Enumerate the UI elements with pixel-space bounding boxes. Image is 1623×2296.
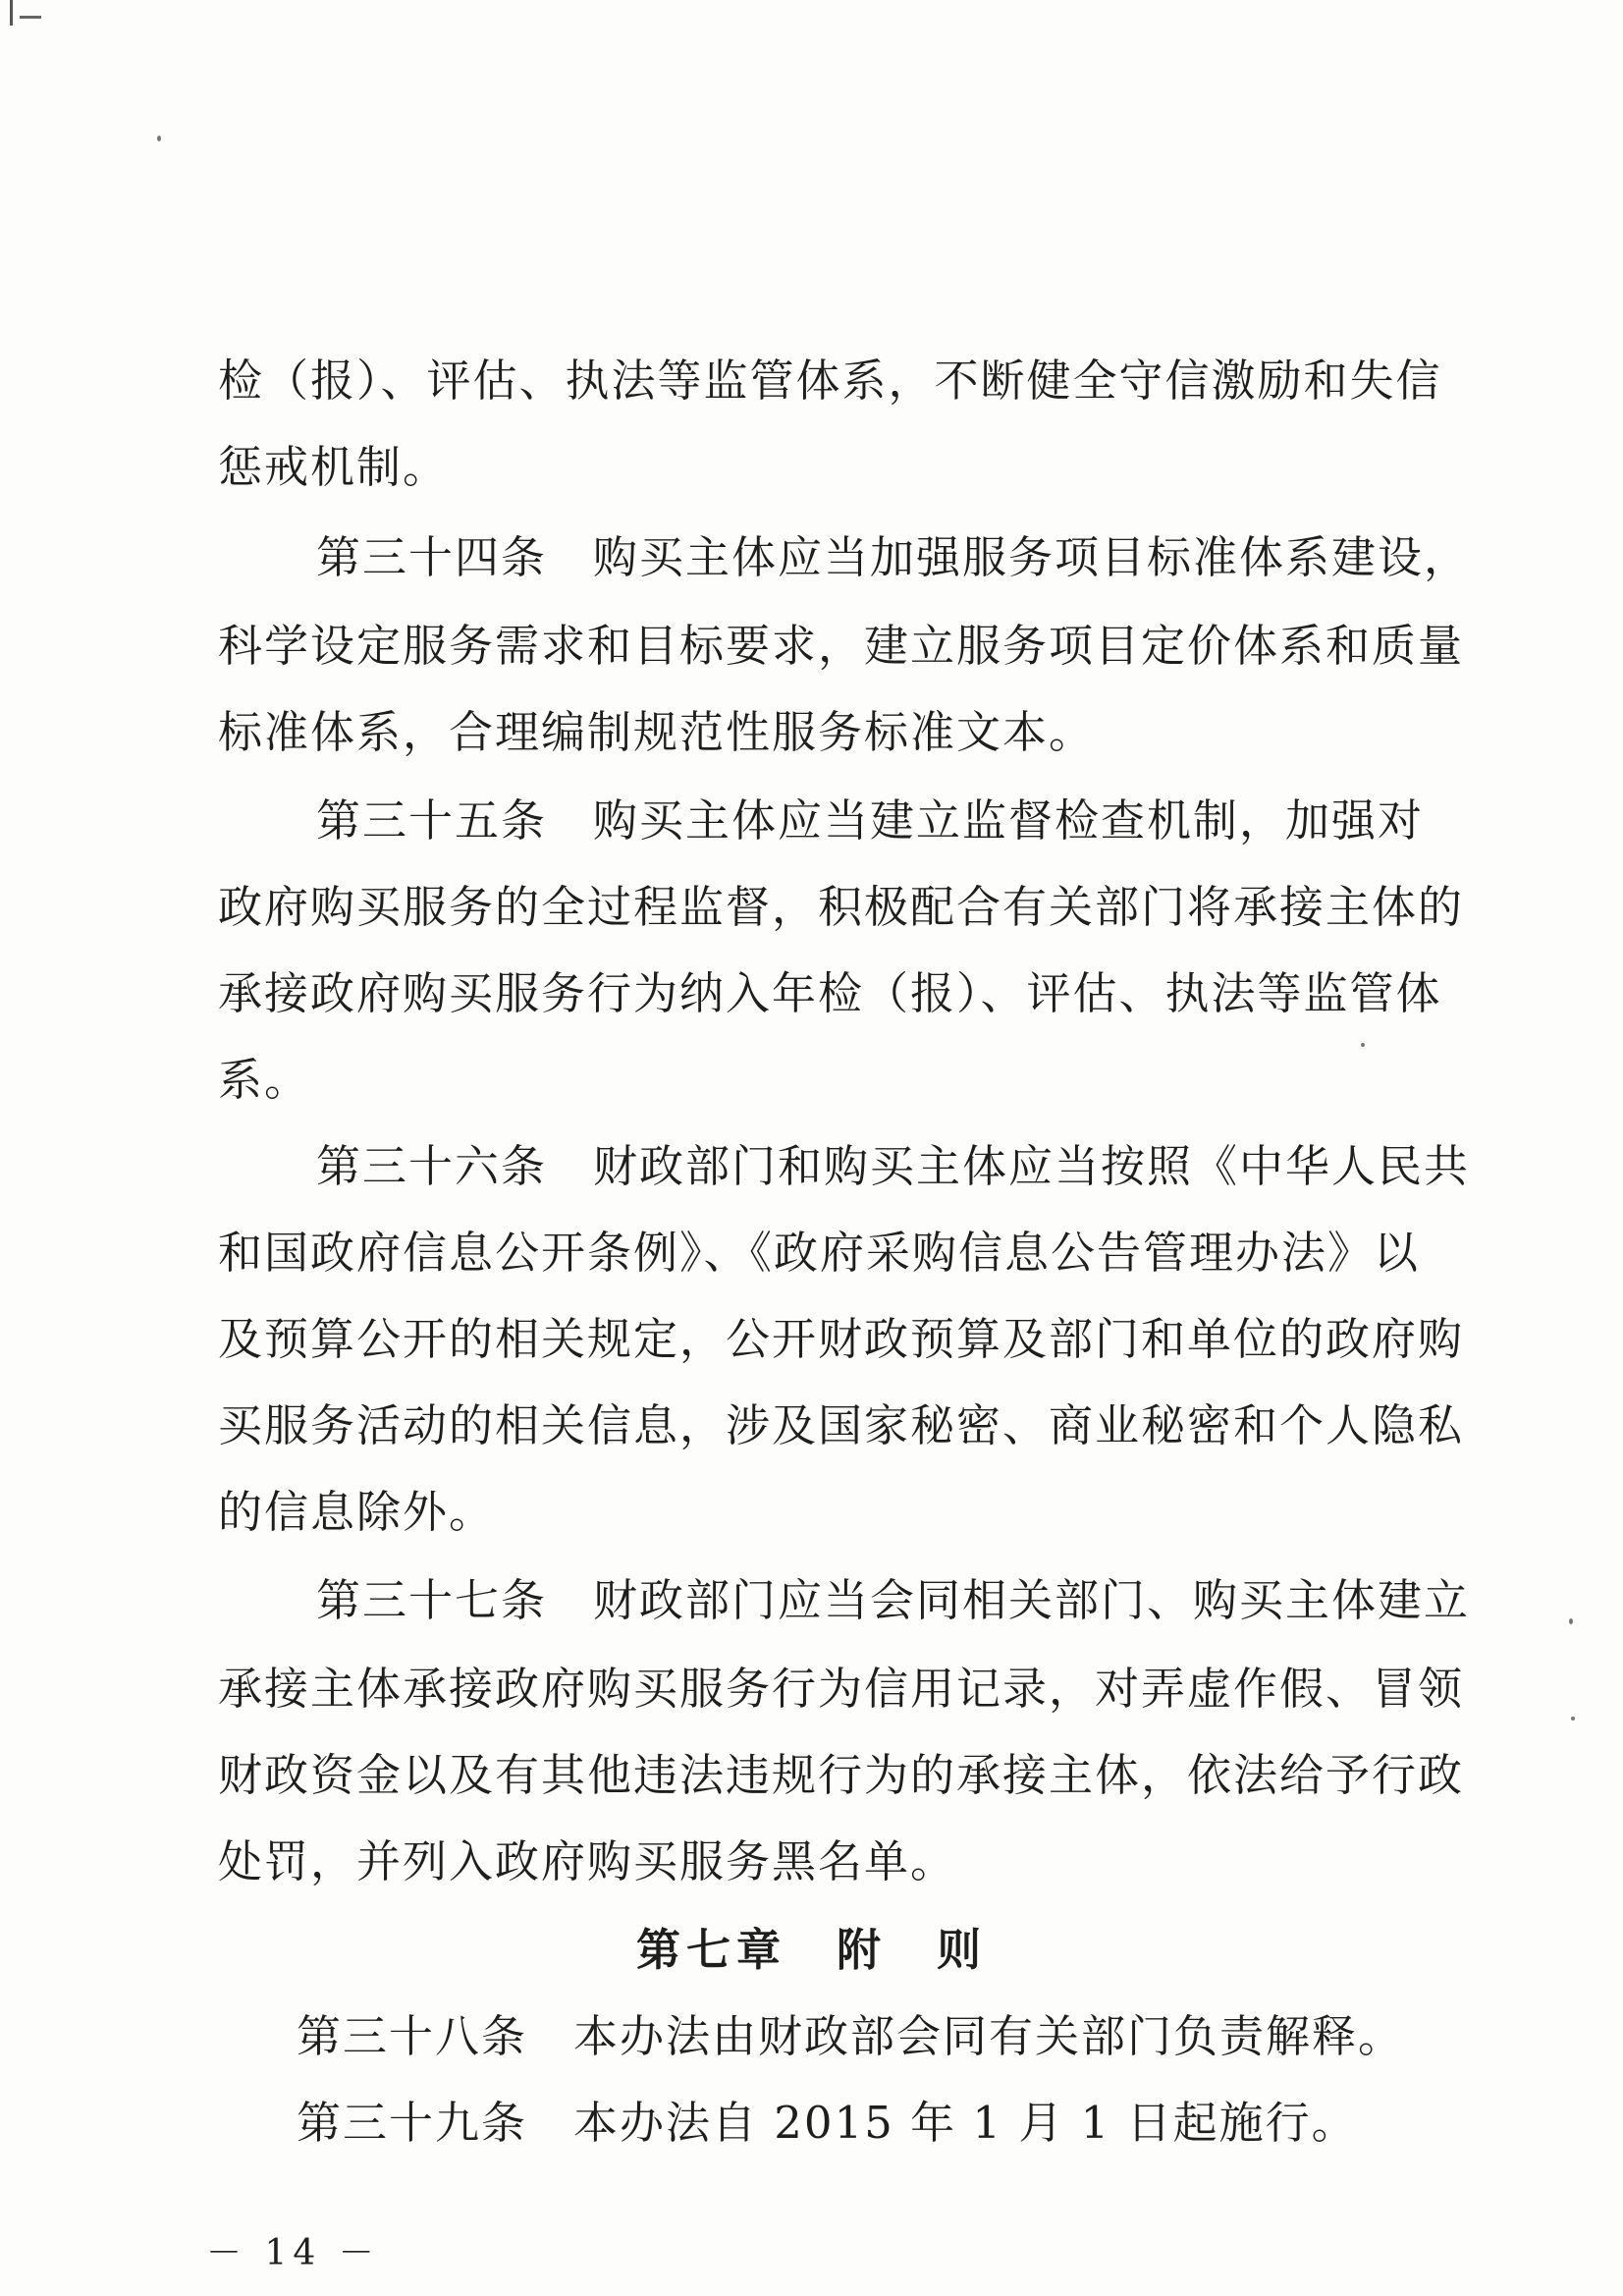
body-line: 检（报）、评估、执法等监管体系，不断健全守信激励和失信 [218, 355, 1442, 407]
article-39-line: 第三十九条 本办法自 2015 年 1 月 1 日起施行。 [297, 2097, 1358, 2149]
scan-edge-mark [10, 0, 13, 26]
body-line: 惩戒机制。 [218, 441, 450, 493]
body-line: 财政资金以及有其他违法违规行为的承接主体，依法给予行政 [218, 1749, 1465, 1801]
article-34-line: 第三十四条 购买主体应当加强服务项目标准体系建设， [316, 531, 1471, 583]
article-37-line: 第三十七条 财政部门应当会同相关部门、购买主体建立 [316, 1574, 1471, 1626]
body-line: 承接主体承接政府购买服务行为信用记录，对弄虚作假、冒领 [218, 1663, 1465, 1715]
body-line: 及预算公开的相关规定，公开财政预算及部门和单位的政府购 [218, 1313, 1465, 1365]
scan-speck [157, 136, 161, 141]
scan-edge-dash [20, 16, 41, 19]
body-line: 的信息除外。 [218, 1486, 496, 1538]
body-line: 处罚，并列入政府购买服务黑名单。 [218, 1835, 957, 1887]
body-line: 买服务活动的相关信息，涉及国家秘密、商业秘密和个人隐私 [218, 1399, 1465, 1451]
body-line: 承接政府购买服务行为纳入年检（报）、评估、执法等监管体 [218, 967, 1442, 1019]
chapter-title: 第七章 附 则 [635, 1924, 987, 1976]
body-line: 和国政府信息公开条例》、《政府采购信息公告管理办法》以 [218, 1227, 1421, 1279]
article-35-line: 第三十五条 购买主体应当建立监督检查机制，加强对 [316, 794, 1425, 847]
scan-speck [1569, 1618, 1573, 1624]
article-36-line: 第三十六条 财政部门和购买主体应当按照《中华人民共 [316, 1140, 1471, 1192]
body-line: 系。 [218, 1054, 311, 1106]
body-line: 科学设定服务需求和目标要求，建立服务项目定价体系和质量 [218, 620, 1465, 672]
article-38-line: 第三十八条 本办法由财政部会同有关部门负责解释。 [297, 2010, 1405, 2062]
scan-speck [1361, 1043, 1365, 1047]
body-line: 政府购买服务的全过程监督，积极配合有关部门将承接主体的 [218, 881, 1465, 933]
page-number: － 14 － [206, 2233, 380, 2273]
body-line: 标准体系，合理编制规范性服务标准文本。 [218, 706, 1096, 758]
scan-speck [1571, 1717, 1575, 1721]
